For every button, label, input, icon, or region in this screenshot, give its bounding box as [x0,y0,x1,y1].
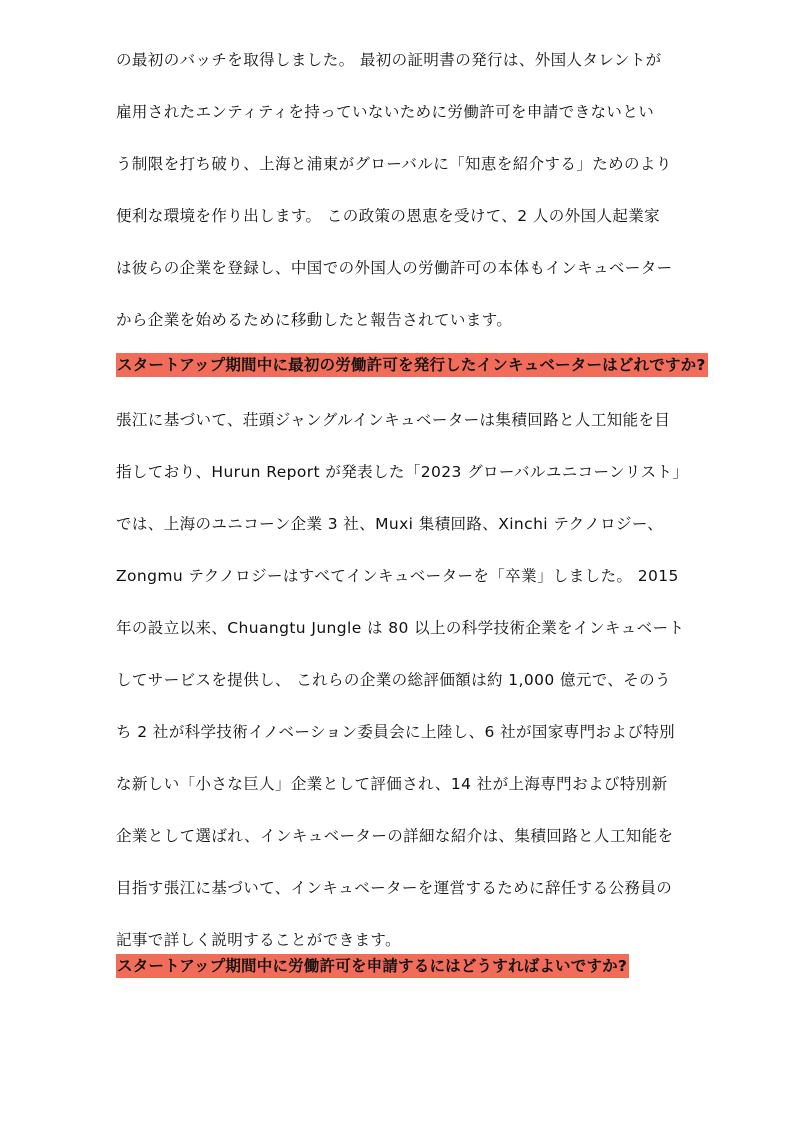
text-line: 記事で詳しく説明することができます。 [116,931,401,949]
text-line: から企業を始めるために移動したと報告されています。 [116,311,513,329]
text-line: 雇用されたエンティティを持っていないために労働許可を申請できないとい [116,103,655,121]
text-line: してサービスを提供し、 これらの企業の総評価額は約 1,000 億元で、そのう [116,671,671,689]
text-line: では、上海のユニコーン企業 3 社、Muxi 集積回路、Xinchi テクノロジー、 [116,515,664,533]
highlighted-question-heading-apply: スタートアップ期間中に労働許可を申請するにはどうすればよいですか? [116,954,629,978]
highlighted-question-heading-incubator: スタートアップ期間中に最初の労働許可を発行したインキュベーターはどれですか? [116,353,708,377]
text-line: 企業として選ばれ、インキュベーターの詳細な紹介は、集積回路と人工知能を [116,827,674,845]
text-line: Zongmu テクノロジーはすべてインキュベーターを「卒業」しました。 2015 [116,567,679,585]
paragraph-work-permit-first-batch [116,50,686,362]
text-line: な新しい「小さな巨人」企業として評価され、14 社が上海専門および特別新 [116,775,668,793]
text-line: う制限を打ち破り、上海と浦東がグローバルに「知恵を紹介する」ためのより [116,155,672,173]
text-line: 年の設立以来、Chuangtu Jungle は 80 以上の科学技術企業をインキュベート [116,619,685,637]
text-line: 便利な環境を作り出します。 この政策の恩恵を受けて、2 人の外国人起業家 [116,207,661,225]
paragraph-zhangjiang-incubator [116,410,689,982]
text-line: 目指す張江に基づいて、インキュベーターを運営するために辞任する公務員の [116,879,673,897]
text-line: 張江に基づいて、荘頭ジャングルインキュベーターは集積回路と人工知能を目 [116,411,671,429]
text-line: は彼らの企業を登録し、中国での外国人の労働許可の本体もインキュベーター [116,259,673,277]
text-line: 指しており、Hurun Report が発表した「2023 グローバルユニコーンリスト」 [116,463,689,481]
text-line: の最初のバッチを取得しました。 最初の証明書の発行は、外国人タレントが [116,51,662,69]
text-line: ち 2 社が科学技術イノベーション委員会に上陸し、6 社が国家専門および特別 [116,723,676,741]
